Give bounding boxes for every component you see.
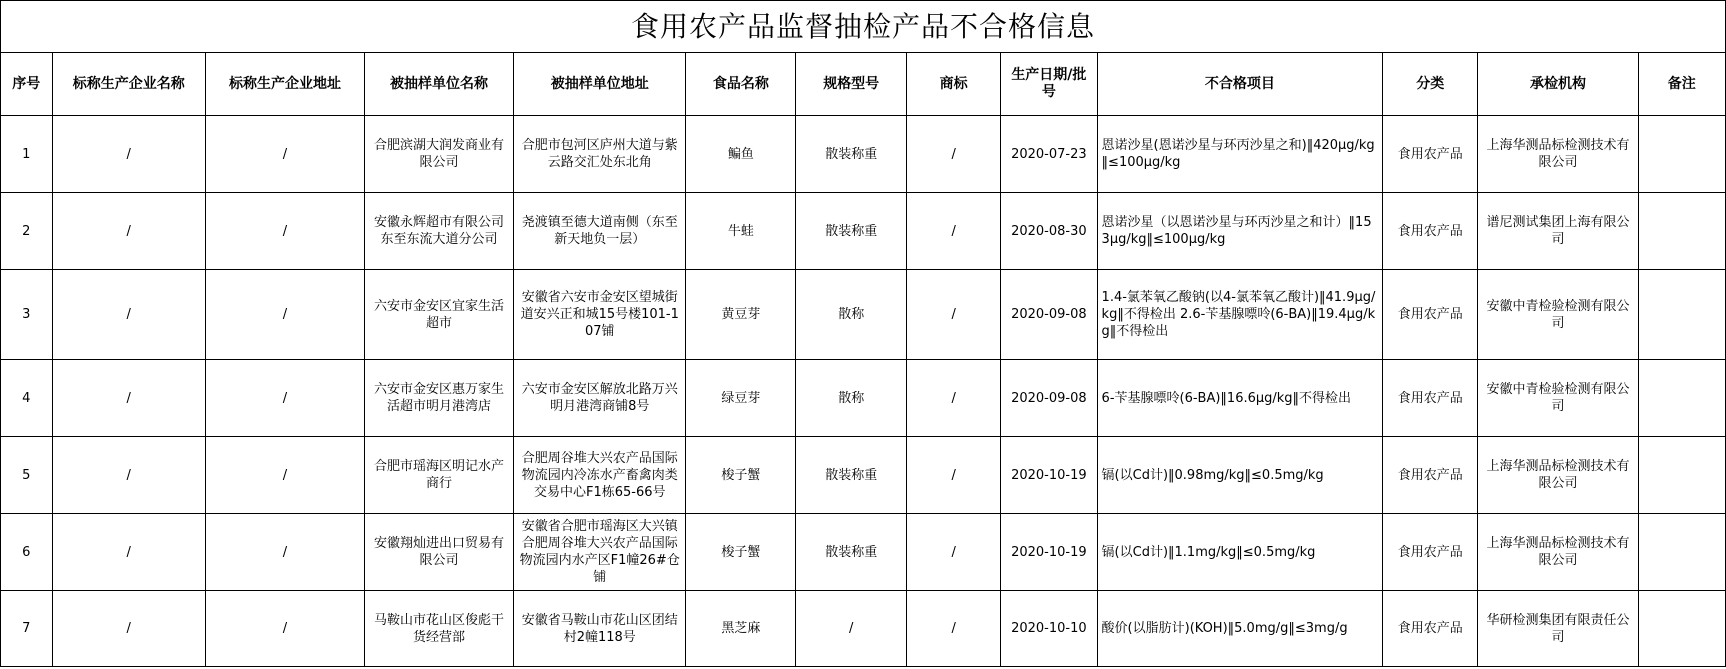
cell-producer-address: / <box>205 116 364 193</box>
cell-remark <box>1638 193 1725 270</box>
cell-category: 食用农产品 <box>1383 591 1478 667</box>
cell-sampled-address: 合肥周谷堆大兴农产品国际物流园内冷冻水产畜禽肉类交易中心F1栋65-66号 <box>513 437 686 514</box>
cell-producer-name: / <box>52 116 205 193</box>
cell-lab: 上海华测品标检测技术有限公司 <box>1478 437 1638 514</box>
cell-brand: / <box>907 591 1001 667</box>
table-row <box>1 116 1726 193</box>
cell-index: 2 <box>1 193 53 270</box>
cell-spec: 散装称重 <box>796 116 907 193</box>
cell-producer-name: / <box>52 514 205 591</box>
cell-category: 食用农产品 <box>1383 514 1478 591</box>
cell-food-name: 黑芝麻 <box>686 591 796 667</box>
table-row <box>1 591 1726 667</box>
cell-lab: 上海华测品标检测技术有限公司 <box>1478 514 1638 591</box>
cell-remark <box>1638 270 1725 360</box>
cell-spec: / <box>796 591 907 667</box>
cell-date: 2020-09-08 <box>1001 270 1097 360</box>
cell-sampled-address: 尧渡镇至德大道南侧（东至新天地负一层） <box>513 193 686 270</box>
cell-brand: / <box>907 193 1001 270</box>
cell-sampled-unit: 六安市金安区宜家生活超市 <box>365 270 514 360</box>
header-cell: 标称生产企业名称 <box>52 53 205 116</box>
cell-lab: 安徽中青检验检测有限公司 <box>1478 270 1638 360</box>
header-cell: 规格型号 <box>796 53 907 116</box>
cell-failed-item: 6-苄基腺嘌呤(6-BA)‖16.6μg/kg‖不得检出 <box>1097 360 1383 437</box>
cell-sampled-address: 安徽省合肥市瑶海区大兴镇合肥周谷堆大兴农产品国际物流园内水产区F1幢26#仓铺 <box>513 514 686 591</box>
cell-producer-address: / <box>205 514 364 591</box>
cell-producer-address: / <box>205 270 364 360</box>
cell-remark <box>1638 360 1725 437</box>
cell-date: 2020-09-08 <box>1001 360 1097 437</box>
sheet-title: 食用农产品监督抽检产品不合格信息 <box>0 0 1726 52</box>
cell-producer-name: / <box>52 193 205 270</box>
cell-spec: 散称 <box>796 270 907 360</box>
cell-food-name: 绿豆芽 <box>686 360 796 437</box>
cell-failed-item: 酸价(以脂肪计)(KOH)‖5.0mg/g‖≤3mg/g <box>1097 591 1383 667</box>
cell-producer-name: / <box>52 270 205 360</box>
cell-date: 2020-08-30 <box>1001 193 1097 270</box>
cell-date: 2020-10-19 <box>1001 437 1097 514</box>
cell-lab: 安徽中青检验检测有限公司 <box>1478 360 1638 437</box>
cell-remark <box>1638 591 1725 667</box>
cell-producer-address: / <box>205 591 364 667</box>
table-row <box>1 437 1726 514</box>
cell-failed-item: 1.4-氯苯氧乙酸钠(以4-氯苯氧乙酸计)‖41.9μg/kg‖不得检出 2.6-苄基腺嘌呤(6-BA)‖19.4μg/kg‖不得检出 <box>1097 270 1383 360</box>
cell-brand: / <box>907 116 1001 193</box>
cell-category: 食用农产品 <box>1383 270 1478 360</box>
cell-index: 1 <box>1 116 53 193</box>
cell-date: 2020-10-19 <box>1001 514 1097 591</box>
header-cell: 不合格项目 <box>1097 53 1383 116</box>
cell-sampled-address: 安徽省马鞍山市花山区团结村2幢118号 <box>513 591 686 667</box>
header-cell: 被抽样单位名称 <box>365 53 514 116</box>
cell-food-name: 梭子蟹 <box>686 514 796 591</box>
cell-lab: 谱尼测试集团上海有限公司 <box>1478 193 1638 270</box>
cell-failed-item: 恩诺沙星（以恩诺沙星与环丙沙星之和计）‖153μg/kg‖≤100μg/kg <box>1097 193 1383 270</box>
cell-producer-name: / <box>52 437 205 514</box>
cell-spec: 散装称重 <box>796 437 907 514</box>
cell-producer-address: / <box>205 437 364 514</box>
cell-category: 食用农产品 <box>1383 360 1478 437</box>
cell-brand: / <box>907 270 1001 360</box>
cell-sampled-unit: 安徽翔灿进出口贸易有限公司 <box>365 514 514 591</box>
cell-sampled-unit: 安徽永辉超市有限公司东至东流大道分公司 <box>365 193 514 270</box>
inspection-table <box>0 52 1726 667</box>
cell-sampled-address: 安徽省六安市金安区望城街道安兴正和城15号楼101-107铺 <box>513 270 686 360</box>
header-cell: 备注 <box>1638 53 1725 116</box>
cell-sampled-unit: 六安市金安区惠万家生活超市明月港湾店 <box>365 360 514 437</box>
header-cell: 承检机构 <box>1478 53 1638 116</box>
cell-spec: 散装称重 <box>796 193 907 270</box>
cell-category: 食用农产品 <box>1383 116 1478 193</box>
header-cell: 分类 <box>1383 53 1478 116</box>
cell-sampled-unit: 马鞍山市花山区俊彪干货经营部 <box>365 591 514 667</box>
cell-sampled-address: 六安市金安区解放北路万兴明月港湾商铺8号 <box>513 360 686 437</box>
table-row <box>1 360 1726 437</box>
cell-remark <box>1638 514 1725 591</box>
cell-lab: 华研检测集团有限责任公司 <box>1478 591 1638 667</box>
cell-index: 5 <box>1 437 53 514</box>
header-cell: 生产日期/批号 <box>1001 53 1097 116</box>
cell-date: 2020-10-10 <box>1001 591 1097 667</box>
cell-food-name: 鳊鱼 <box>686 116 796 193</box>
cell-food-name: 梭子蟹 <box>686 437 796 514</box>
cell-date: 2020-07-23 <box>1001 116 1097 193</box>
cell-sampled-unit: 合肥滨湖大润发商业有限公司 <box>365 116 514 193</box>
cell-producer-name: / <box>52 360 205 437</box>
cell-brand: / <box>907 360 1001 437</box>
cell-spec: 散称 <box>796 360 907 437</box>
cell-spec: 散装称重 <box>796 514 907 591</box>
header-row <box>1 53 1726 116</box>
cell-producer-address: / <box>205 360 364 437</box>
cell-index: 3 <box>1 270 53 360</box>
cell-lab: 上海华测品标检测技术有限公司 <box>1478 116 1638 193</box>
cell-food-name: 黄豆芽 <box>686 270 796 360</box>
cell-index: 4 <box>1 360 53 437</box>
cell-failed-item: 镉(以Cd计)‖0.98mg/kg‖≤0.5mg/kg <box>1097 437 1383 514</box>
cell-category: 食用农产品 <box>1383 437 1478 514</box>
header-cell: 食品名称 <box>686 53 796 116</box>
cell-remark <box>1638 437 1725 514</box>
cell-producer-name: / <box>52 591 205 667</box>
cell-sampled-address: 合肥市包河区庐州大道与紫云路交汇处东北角 <box>513 116 686 193</box>
cell-sampled-unit: 合肥市瑶海区明记水产商行 <box>365 437 514 514</box>
cell-index: 6 <box>1 514 53 591</box>
cell-producer-address: / <box>205 193 364 270</box>
cell-brand: / <box>907 437 1001 514</box>
cell-remark <box>1638 116 1725 193</box>
header-cell: 商标 <box>907 53 1001 116</box>
cell-failed-item: 恩诺沙星(恩诺沙星与环丙沙星之和)‖420μg/kg‖≤100μg/kg <box>1097 116 1383 193</box>
cell-index: 7 <box>1 591 53 667</box>
header-cell: 标称生产企业地址 <box>205 53 364 116</box>
cell-category: 食用农产品 <box>1383 193 1478 270</box>
table-row <box>1 193 1726 270</box>
table-row <box>1 514 1726 591</box>
table-row <box>1 270 1726 360</box>
header-cell: 被抽样单位地址 <box>513 53 686 116</box>
cell-failed-item: 镉(以Cd计)‖1.1mg/kg‖≤0.5mg/kg <box>1097 514 1383 591</box>
header-cell: 序号 <box>1 53 53 116</box>
cell-brand: / <box>907 514 1001 591</box>
cell-food-name: 牛蛙 <box>686 193 796 270</box>
